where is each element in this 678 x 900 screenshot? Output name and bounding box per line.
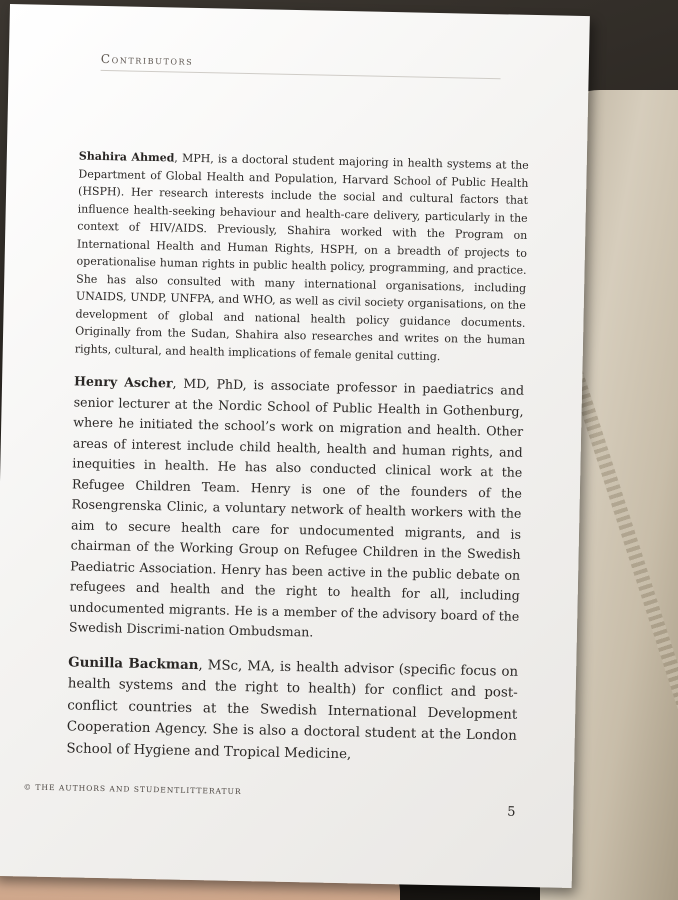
- contributor-entry: [75, 147, 529, 366]
- copyright-footer: © THE AUTHORS AND STUDENTLITTERATUR: [23, 782, 242, 797]
- section-header: Contributors: [100, 51, 194, 68]
- page-number: 5: [507, 804, 516, 820]
- contributor-entry: [66, 652, 518, 769]
- contributor-bio: , MD, PhD, is associate professor in paediatrics and senior lecturer at the Nordic School of Public Health in Gothenburg, where he initiated the school’s work on migration and health. Other areas of interest include child health, health and human rights, and inequities in health. He has also conducted clinical work at the Refugee Children Team. Henry is one of the founders of the Rosengrenska Clinic, a voluntary network of health workers with the aim to secure health care for undocumented migrants, and is chairman of the Working Group on Refugee Children in the Swedish Paediatric Association. Henry has been active in the public debate on refugees and health and the right to health for all, including undocumented migrants. He is a member of the advisory board of the Swedish Discrimi-nation Ombudsman.: [68, 375, 525, 640]
- header-rule: [101, 70, 501, 79]
- contributor-bio: , MPH, is a doctoral student majoring in health systems at the Department of Global Health and Population, Harvard School of Public Health (HSPH). Her research interests include the social and cultural factors that influence health-seeking behaviour and health-care delivery, particularly in the context of HIV/AIDS. Previously, Shahira worked with the Program on International Health and Human Rights, HSPH, on a breadth of projects to operationalise human rights in public health policy, programming, and practice. She has also consulted with many international organisations, including UNAIDS, UNDP, UNFPA, and WHO, as well as civil society organisations, on the development of global and national health policy guidance documents. Originally from the Sudan, Shahira also researches and writes on the human rights, cultural, and health implications of female genital cutting.: [74, 151, 529, 363]
- contributor-name: Gunilla Backman: [68, 653, 199, 673]
- contributor-bio: , MSc, MA, is health advisor (specific focus on health systems and the right to health) for conflict and post-conflict countries at the Swedish International Development Cooperation Agency. She is also a doctoral student at the London School of Hygiene and Tropical Medicine,: [66, 657, 519, 762]
- contributors-list: [66, 147, 529, 782]
- contributor-name: Henry Ascher: [73, 373, 173, 391]
- contributor-name: Shahira Ahmed: [78, 149, 175, 165]
- book-page: [0, 4, 590, 888]
- contributor-entry: [69, 371, 524, 647]
